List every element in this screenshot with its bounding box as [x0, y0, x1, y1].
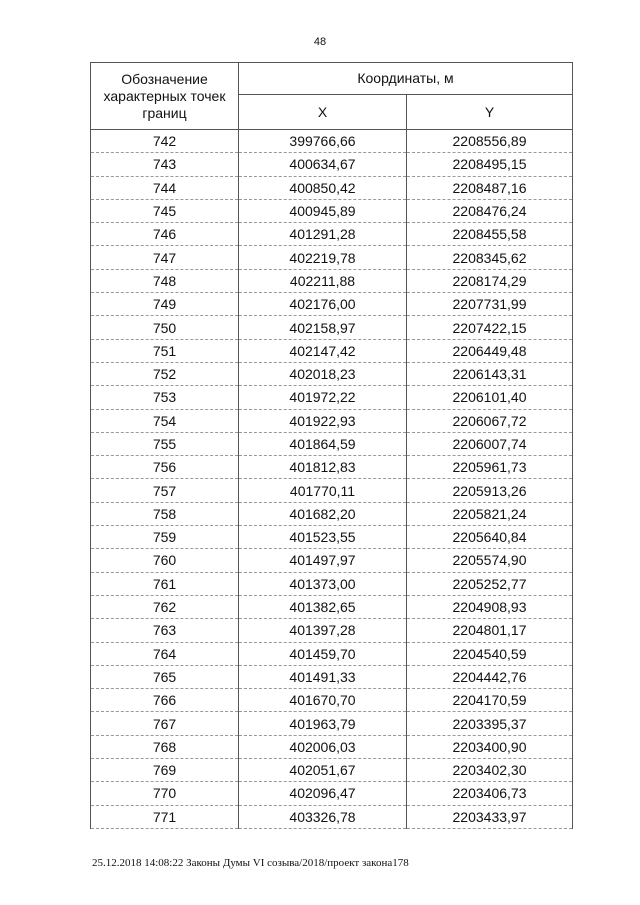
point-id-cell: 748 — [91, 269, 239, 292]
point-id-cell: 756 — [91, 456, 239, 479]
table-row — [91, 619, 573, 642]
y-coordinate-cell: 2205252,77 — [407, 572, 573, 595]
point-id-cell: 751 — [91, 339, 239, 362]
point-id-cell: 758 — [91, 502, 239, 525]
y-coordinate-cell: 2205640,84 — [407, 526, 573, 549]
x-coordinate-cell: 402211,88 — [239, 269, 407, 292]
x-coordinate-cell: 401670,70 — [239, 689, 407, 712]
table-header — [91, 63, 573, 130]
table-row — [91, 479, 573, 502]
point-id-cell: 766 — [91, 689, 239, 712]
y-coordinate-cell: 2205574,90 — [407, 549, 573, 572]
y-coordinate-cell: 2205961,73 — [407, 456, 573, 479]
table-row — [91, 595, 573, 618]
y-coordinate-cell: 2204540,59 — [407, 642, 573, 665]
x-coordinate-cell: 403326,78 — [239, 805, 407, 828]
table-row — [91, 223, 573, 246]
table-row — [91, 293, 573, 316]
table-row — [91, 269, 573, 292]
table-row — [91, 549, 573, 572]
x-coordinate-cell: 401864,59 — [239, 432, 407, 455]
point-id-cell: 753 — [91, 386, 239, 409]
table-row — [91, 572, 573, 595]
y-coordinate-cell: 2204442,76 — [407, 665, 573, 688]
y-coordinate-cell: 2208556,89 — [407, 130, 573, 153]
point-id-cell: 755 — [91, 432, 239, 455]
y-coordinate-cell: 2206143,31 — [407, 362, 573, 385]
x-coordinate-cell: 401523,55 — [239, 526, 407, 549]
x-coordinate-cell: 402158,97 — [239, 316, 407, 339]
x-coordinate-cell: 401459,70 — [239, 642, 407, 665]
y-coordinate-cell: 2206449,48 — [407, 339, 573, 362]
table-row — [91, 665, 573, 688]
y-coordinate-cell: 2208495,15 — [407, 153, 573, 176]
point-id-cell: 762 — [91, 595, 239, 618]
point-id-cell: 763 — [91, 619, 239, 642]
point-id-cell: 764 — [91, 642, 239, 665]
header-coordinates-group: Координаты, м — [239, 63, 573, 95]
table-row — [91, 409, 573, 432]
x-coordinate-cell: 402147,42 — [239, 339, 407, 362]
table-row — [91, 805, 573, 828]
x-coordinate-cell: 402018,23 — [239, 362, 407, 385]
y-coordinate-cell: 2208455,58 — [407, 223, 573, 246]
table-body — [91, 130, 573, 829]
x-coordinate-cell: 401770,11 — [239, 479, 407, 502]
point-id-cell: 760 — [91, 549, 239, 572]
x-coordinate-cell: 400634,67 — [239, 153, 407, 176]
x-coordinate-cell: 401382,65 — [239, 595, 407, 618]
x-coordinate-cell: 402219,78 — [239, 246, 407, 269]
point-id-cell: 757 — [91, 479, 239, 502]
y-coordinate-cell: 2206067,72 — [407, 409, 573, 432]
table-row — [91, 153, 573, 176]
point-id-cell: 744 — [91, 176, 239, 199]
x-coordinate-cell: 400945,89 — [239, 199, 407, 222]
y-coordinate-cell: 2204908,93 — [407, 595, 573, 618]
x-coordinate-cell: 401497,97 — [239, 549, 407, 572]
y-coordinate-cell: 2207422,15 — [407, 316, 573, 339]
header-point-label: Обозначение характерных точек границ — [91, 63, 239, 130]
y-coordinate-cell: 2205913,26 — [407, 479, 573, 502]
table-row — [91, 386, 573, 409]
y-coordinate-cell: 2208487,16 — [407, 176, 573, 199]
table-row — [91, 246, 573, 269]
y-coordinate-cell: 2208476,24 — [407, 199, 573, 222]
x-coordinate-cell: 402096,47 — [239, 782, 407, 805]
y-coordinate-cell: 2205821,24 — [407, 502, 573, 525]
y-coordinate-cell: 2203402,30 — [407, 759, 573, 782]
header-y: Y — [407, 95, 573, 130]
point-id-cell: 768 — [91, 735, 239, 758]
point-id-cell: 771 — [91, 805, 239, 828]
y-coordinate-cell: 2203395,37 — [407, 712, 573, 735]
x-coordinate-cell: 402051,67 — [239, 759, 407, 782]
table-row — [91, 432, 573, 455]
table-row — [91, 199, 573, 222]
y-coordinate-cell: 2208345,62 — [407, 246, 573, 269]
coordinates-table — [90, 62, 573, 829]
table-row — [91, 176, 573, 199]
table-row — [91, 316, 573, 339]
x-coordinate-cell: 400850,42 — [239, 176, 407, 199]
point-id-cell: 754 — [91, 409, 239, 432]
point-id-cell: 752 — [91, 362, 239, 385]
point-id-cell: 765 — [91, 665, 239, 688]
table-row — [91, 526, 573, 549]
y-coordinate-cell: 2206007,74 — [407, 432, 573, 455]
point-id-cell: 750 — [91, 316, 239, 339]
table-row — [91, 456, 573, 479]
point-id-cell: 767 — [91, 712, 239, 735]
x-coordinate-cell: 401682,20 — [239, 502, 407, 525]
point-id-cell: 769 — [91, 759, 239, 782]
x-coordinate-cell: 401922,93 — [239, 409, 407, 432]
x-coordinate-cell: 402006,03 — [239, 735, 407, 758]
footer-stamp: 25.12.2018 14:08:22 Законы Думы VI созыва/2018/проект закона178 — [92, 857, 409, 869]
table-row — [91, 689, 573, 712]
point-id-cell: 770 — [91, 782, 239, 805]
x-coordinate-cell: 399766,66 — [239, 130, 407, 153]
y-coordinate-cell: 2204801,17 — [407, 619, 573, 642]
table-row — [91, 759, 573, 782]
x-coordinate-cell: 402176,00 — [239, 293, 407, 316]
page-number: 48 — [313, 36, 327, 48]
point-id-cell: 746 — [91, 223, 239, 246]
table-row — [91, 782, 573, 805]
table-row — [91, 712, 573, 735]
point-id-cell: 761 — [91, 572, 239, 595]
x-coordinate-cell: 401491,33 — [239, 665, 407, 688]
point-id-cell: 759 — [91, 526, 239, 549]
x-coordinate-cell: 401972,22 — [239, 386, 407, 409]
y-coordinate-cell: 2206101,40 — [407, 386, 573, 409]
y-coordinate-cell: 2204170,59 — [407, 689, 573, 712]
point-id-cell: 749 — [91, 293, 239, 316]
x-coordinate-cell: 401397,28 — [239, 619, 407, 642]
point-id-cell: 742 — [91, 130, 239, 153]
y-coordinate-cell: 2203433,97 — [407, 805, 573, 828]
y-coordinate-cell: 2203406,73 — [407, 782, 573, 805]
point-id-cell: 747 — [91, 246, 239, 269]
point-id-cell: 745 — [91, 199, 239, 222]
point-id-cell: 743 — [91, 153, 239, 176]
table-row — [91, 642, 573, 665]
x-coordinate-cell: 401963,79 — [239, 712, 407, 735]
y-coordinate-cell: 2207731,99 — [407, 293, 573, 316]
x-coordinate-cell: 401812,83 — [239, 456, 407, 479]
table-row — [91, 735, 573, 758]
table-row — [91, 502, 573, 525]
table-row — [91, 339, 573, 362]
x-coordinate-cell: 401373,00 — [239, 572, 407, 595]
table-row — [91, 130, 573, 153]
y-coordinate-cell: 2203400,90 — [407, 735, 573, 758]
x-coordinate-cell: 401291,28 — [239, 223, 407, 246]
y-coordinate-cell: 2208174,29 — [407, 269, 573, 292]
table-row — [91, 362, 573, 385]
header-x: X — [239, 95, 407, 130]
